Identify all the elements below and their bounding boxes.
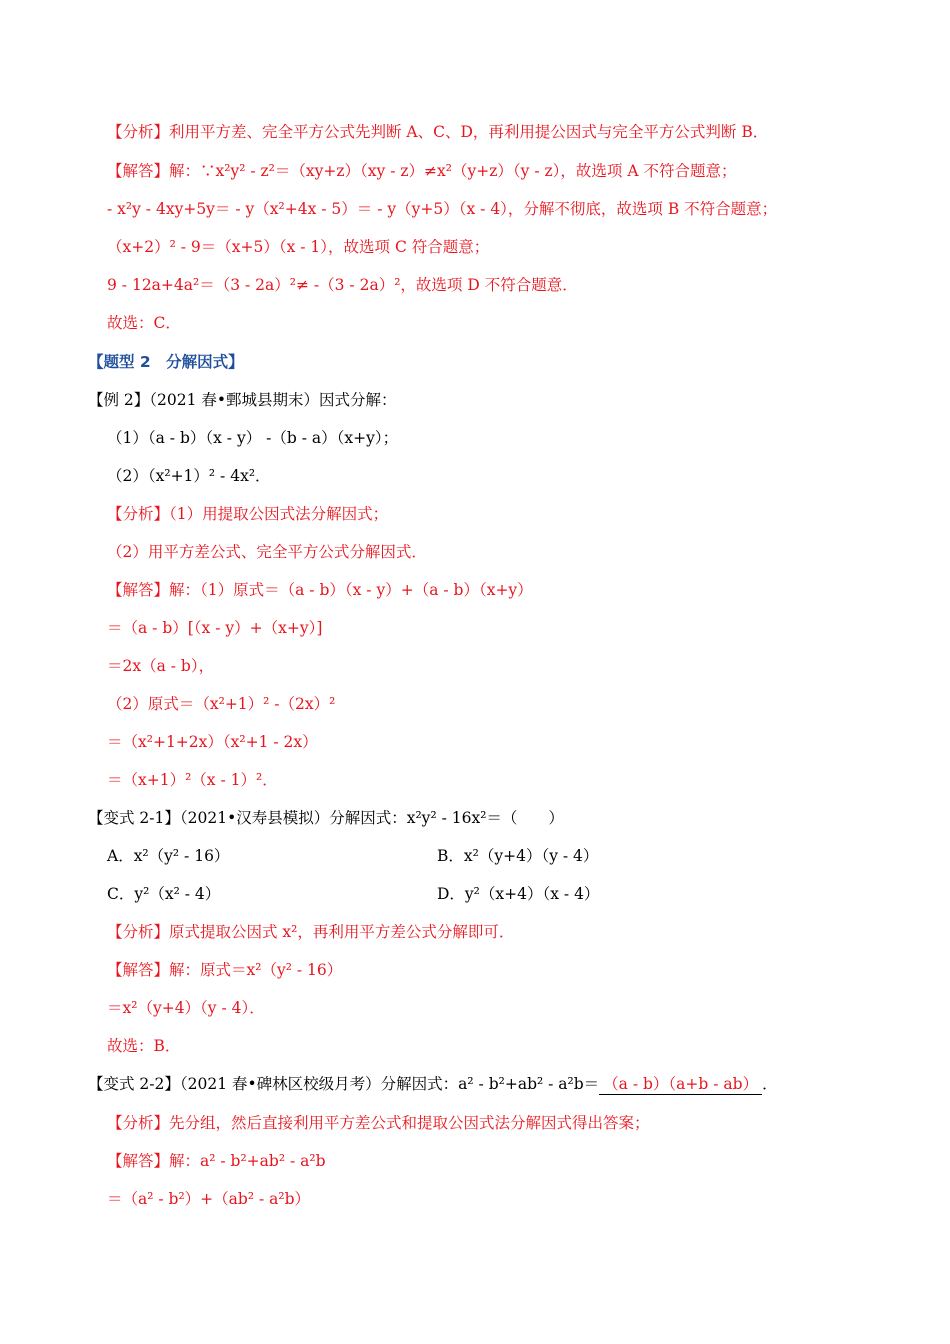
answer-line: 9 - 12a+4a²＝（3 - 2a）²≠ -（3 - 2a）²，故选项 D 不符合题意． xyxy=(107,276,578,294)
option-d: D．y²（x+4）（x - 4） xyxy=(437,885,600,903)
choice-text: 故选：B． xyxy=(107,1037,181,1055)
solution-line: ＝（a² - b²）+（ab² - a²b） xyxy=(107,1190,311,1208)
solution-line: ＝（a - b）[（x - y）+（x+y）] xyxy=(107,619,323,637)
choice-text: 故选：C． xyxy=(107,314,181,332)
question-item: （1）（a - b）（x - y） -（b - a）（x+y）； xyxy=(107,429,399,447)
solution-line: 【解答】解：原式＝x²（y² - 16） xyxy=(107,961,343,979)
solution-line: ＝x²（y+4）（y - 4）． xyxy=(107,999,265,1017)
variant-stem: 【变式 2-1】（2021•汉寿县模拟）分解因式：x²y² - 16x²＝（ ） xyxy=(88,809,564,827)
example-stem: 【例 2】（2021 春•鄄城县期末）因式分解： xyxy=(88,391,397,409)
analysis-text: 【分析】原式提取公因式 x²，再利用平方差公式分解即可． xyxy=(107,923,515,941)
option-b: B．x²（y+4）（y - 4） xyxy=(437,847,599,865)
solution-line: （2）原式＝（x²+1）² -（2x）² xyxy=(107,695,336,713)
answer-line: - x²y - 4xy+5y＝ - y（x²+4x - 5）＝ - y（y+5）（x - 4），分解不彻底，故选项 B 不符合题意； xyxy=(107,200,778,218)
answer-line: （x+2）² - 9＝（x+5）（x - 1），故选项 C 符合题意； xyxy=(107,238,490,256)
answer-blank: （a - b）（a+b - ab） xyxy=(599,1074,762,1095)
analysis-text: 【分析】利用平方差、完全平方公式先判断 A、C、D，再利用提公因式与完全平方公式判断 B． xyxy=(107,123,769,141)
solution-line: 【解答】解：a² - b²+ab² - a²b xyxy=(107,1152,326,1170)
stem-end: ． xyxy=(762,1075,778,1093)
variant-stem-text: 【变式 2-2】（2021 春•碑林区校级月考）分解因式：a² - b²+ab² - a²b＝ xyxy=(88,1075,600,1093)
variant-stem xyxy=(88,1074,778,1095)
option-a: A．x²（y² - 16） xyxy=(107,847,230,865)
solution-line: ＝（x+1）²（x - 1）²． xyxy=(107,771,278,789)
question-item: （2）（x²+1）² - 4x²． xyxy=(107,467,271,485)
solution-line: ＝2x（a - b）， xyxy=(107,657,215,675)
solution-line: ＝（x²+1+2x）（x²+1 - 2x） xyxy=(107,733,318,751)
answer-line: 【解答】解：∵x²y² - z²＝（xy+z）（xy - z）≠x²（y+z）（y - z），故选项 A 不符合题意； xyxy=(107,162,737,180)
analysis-text: 【分析】先分组，然后直接利用平方差公式和提取公因式法分解因式得出答案； xyxy=(107,1114,650,1132)
analysis-text: 【分析】（1）用提取公因式法分解因式； xyxy=(107,505,389,523)
option-c: C．y²（x² - 4） xyxy=(107,885,221,903)
analysis-text: （2）用平方差公式、完全平方公式分解因式． xyxy=(107,543,427,561)
section-heading: 【题型 2 分解因式】 xyxy=(88,353,244,371)
solution-line: 【解答】解：（1）原式＝（a - b）（x - y）+（a - b）（x+y） xyxy=(107,581,533,599)
